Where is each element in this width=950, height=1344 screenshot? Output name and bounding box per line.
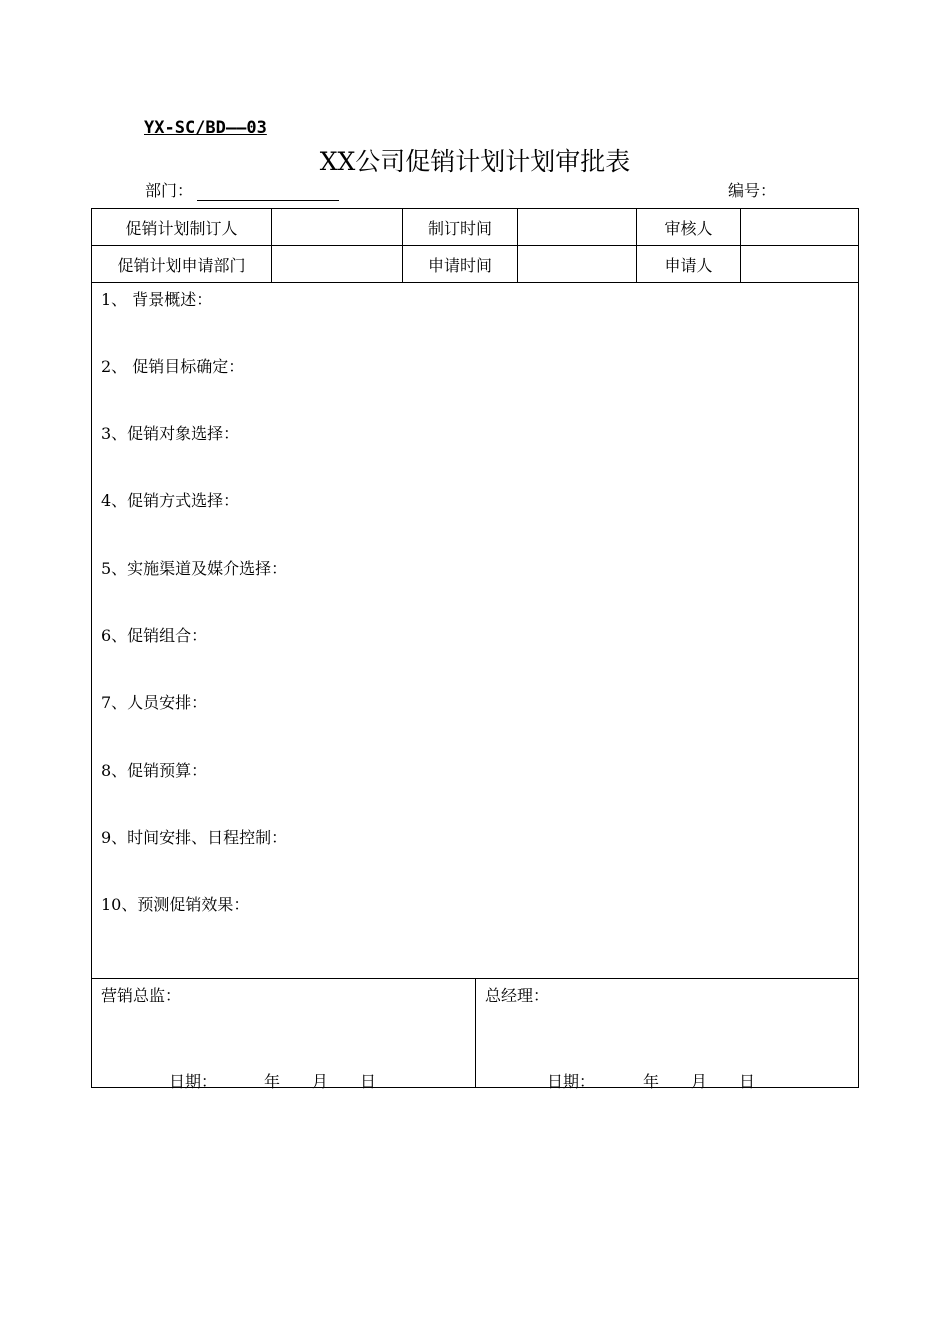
table-row-1: [92, 209, 858, 246]
cell-apply-time-value[interactable]: [518, 246, 637, 282]
cell-plan-time-label: 制订时间: [403, 209, 518, 245]
list-item: 3、促销对象选择：: [101, 424, 240, 443]
plan-content-area[interactable]: [92, 283, 858, 979]
list-item: 4、促销方式选择：: [101, 491, 240, 510]
day-label: 日: [739, 1072, 756, 1091]
general-manager-sign-cell[interactable]: [476, 979, 858, 1091]
list-item: 8、促销预算：: [101, 761, 208, 780]
list-item: 6、促销组合：: [101, 626, 208, 645]
list-item: 2、 促销目标确定：: [101, 357, 245, 376]
list-item: 5、实施渠道及媒介选择：: [101, 559, 288, 578]
approval-form-table: [91, 208, 859, 1091]
form-code: YX-SC/BD——03: [144, 118, 267, 138]
cell-planner-label: 促销计划制订人: [92, 209, 272, 245]
list-item: 7、人员安排：: [101, 693, 208, 712]
table-row-2: [92, 246, 858, 283]
cell-dept-label: 促销计划申请部门: [92, 246, 272, 282]
date-label: 日期：: [547, 1072, 596, 1091]
date-label: 日期：: [169, 1072, 218, 1091]
department-blank-line[interactable]: [197, 183, 339, 201]
department-label: 部门：: [145, 181, 194, 200]
month-label: 月: [691, 1072, 708, 1091]
year-label: 年: [643, 1072, 660, 1091]
cell-reviewer-value[interactable]: [741, 209, 858, 245]
page-title: XX公司促销计划计划审批表: [319, 147, 631, 176]
month-label: 月: [312, 1072, 329, 1091]
cell-applicant-label: 申请人: [637, 246, 741, 282]
year-label: 年: [264, 1072, 281, 1091]
cell-plan-time-value[interactable]: [518, 209, 637, 245]
cell-planner-value[interactable]: [272, 209, 403, 245]
list-item: 9、时间安排、日程控制：: [101, 828, 288, 847]
cell-apply-time-label: 申请时间: [403, 246, 518, 282]
cell-reviewer-label: 审核人: [637, 209, 741, 245]
cell-dept-value[interactable]: [272, 246, 403, 282]
serial-number-label: 编号：: [728, 181, 777, 200]
cell-applicant-value[interactable]: [741, 246, 858, 282]
general-manager-label: 总经理：: [485, 986, 550, 1005]
day-label: 日: [360, 1072, 377, 1091]
department-field: [145, 178, 339, 201]
list-item: 1、 背景概述：: [101, 290, 213, 309]
marketing-director-label: 营销总监：: [101, 986, 182, 1005]
marketing-director-sign-cell[interactable]: [92, 979, 476, 1091]
list-item: 10、预测促销效果：: [101, 895, 250, 914]
